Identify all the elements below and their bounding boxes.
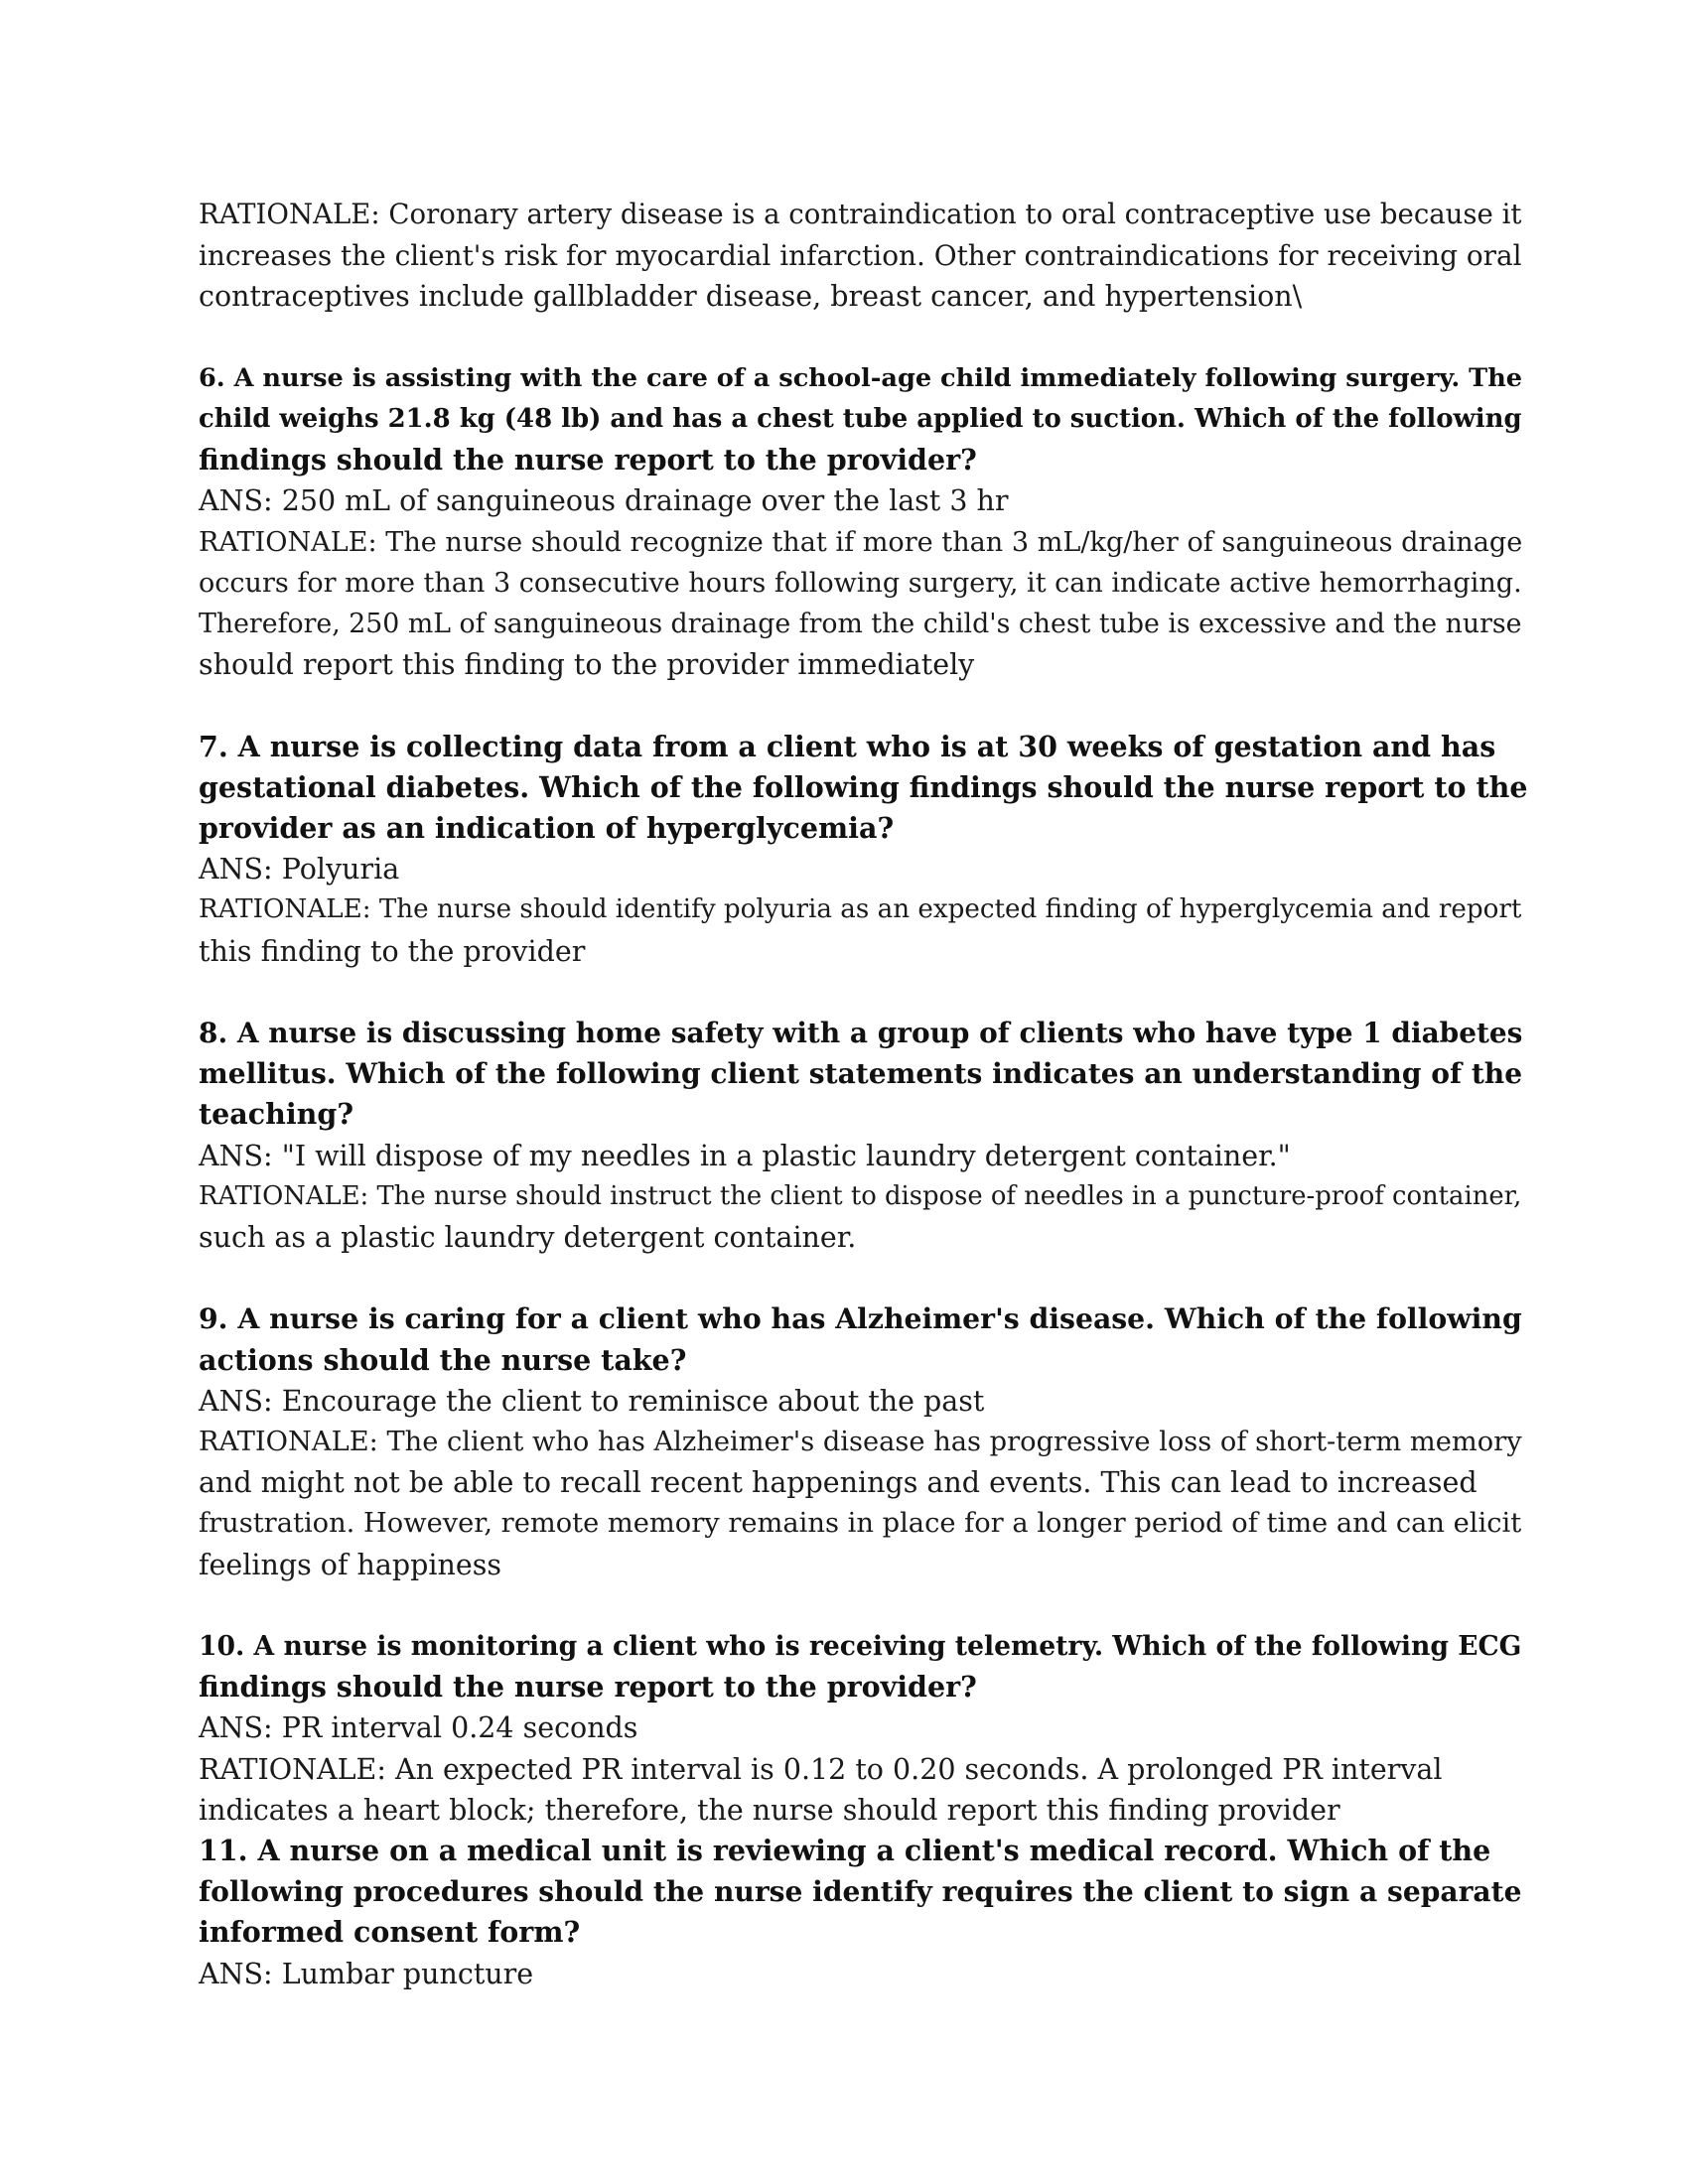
- rationale-line: increases the client's risk for myocardial infarction. Other contraindications for receiving oral: [199, 239, 1522, 273]
- rationale-line: and might not be able to recall recent happenings and events. This can lead to increased: [199, 1466, 1477, 1500]
- spacer: [199, 972, 1529, 1013]
- rationale-line: RATIONALE: The nurse should identify polyuria as an expected finding of hyperglycemia and report: [199, 894, 1522, 925]
- answer-line: ANS: PR interval 0.24 seconds: [199, 1711, 638, 1745]
- spacer: [199, 1585, 1529, 1626]
- rationale-line: RATIONALE: The client who has Alzheimer's disease has progressive loss of short-term memory: [199, 1427, 1522, 1458]
- question-line: informed consent form?: [199, 1915, 581, 1950]
- rationale-line: feelings of happiness: [199, 1548, 501, 1581]
- rationale-line: RATIONALE: The nurse should recognize that if more than 3 mL/kg/her of sanguineous drainage: [199, 526, 1523, 558]
- question-line: 11. A nurse on a medical unit is reviewing a client's medical record. Which of the: [199, 1834, 1491, 1868]
- rationale-line: such as a plastic laundry detergent container.: [199, 1221, 857, 1255]
- question-8: [199, 1013, 1529, 1258]
- question-line: provider as an indication of hyperglycemia?: [199, 811, 895, 846]
- answer-line: ANS: "I will dispose of my needles in a plastic laundry detergent container.": [199, 1139, 1291, 1172]
- question-line: mellitus. Which of the following client statements indicates an understanding of the: [199, 1057, 1523, 1091]
- question-line: 8. A nurse is discussing home safety with a group of clients who have type 1 diabetes: [199, 1017, 1523, 1050]
- question-10: [199, 1626, 1529, 1831]
- question-7: [199, 727, 1529, 972]
- question-line: 6. A nurse is assisting with the care of a school-age child immediately following surgery. The: [199, 362, 1523, 393]
- answer-line: ANS: Polyuria: [199, 853, 400, 887]
- question-9: [199, 1298, 1529, 1584]
- rationale-line: occurs for more than 3 consecutive hours following surgery, it can indicate active hemorrhaging.: [199, 567, 1522, 599]
- rationale-line: indicates a heart block; therefore, the nurse should report this finding provider: [199, 1793, 1340, 1827]
- question-line: actions should the nurse take?: [199, 1342, 687, 1377]
- question-line: findings should the nurse report to the provider?: [199, 1670, 977, 1705]
- question-line: child weighs 21.8 kg (48 lb) and has a chest tube applied to suction. Which of the following: [199, 404, 1522, 434]
- rationale-line: RATIONALE: Coronary artery disease is a contraindication to oral contraceptive use because it: [199, 199, 1522, 230]
- answer-line: ANS: Encourage the client to reminisce about the past: [199, 1384, 985, 1418]
- spacer: [199, 1258, 1529, 1298]
- answer-line: ANS: 250 mL of sanguineous drainage over the last 3 hr: [199, 484, 1009, 518]
- rationale-line: this finding to the provider: [199, 934, 586, 968]
- answer-line: ANS: Lumbar puncture: [199, 1957, 534, 1990]
- rationale-line: Therefore, 250 mL of sanguineous drainage from the child's chest tube is excessive and the nurse: [199, 609, 1522, 640]
- continued-rationale: [199, 195, 1529, 318]
- spacer: [199, 318, 1529, 358]
- question-line: findings should the nurse report to the provider?: [199, 443, 977, 478]
- question-6: [199, 358, 1529, 686]
- question-line: gestational diabetes. Which of the following findings should the nurse report to the: [199, 769, 1528, 804]
- spacer: [199, 685, 1529, 726]
- question-11: [199, 1831, 1529, 1994]
- rationale-line: RATIONALE: An expected PR interval is 0.12 to 0.20 seconds. A prolonged PR interval: [199, 1752, 1443, 1786]
- document-page: [199, 195, 1529, 1994]
- question-line: 9. A nurse is caring for a client who has Alzheimer's disease. Which of the following: [199, 1301, 1522, 1336]
- question-line: teaching?: [199, 1097, 354, 1132]
- rationale-line: frustration. However, remote memory remains in place for a longer period of time and can elicit: [199, 1508, 1522, 1540]
- question-line: 10. A nurse is monitoring a client who is receiving telemetry. Which of the following ECG: [199, 1631, 1522, 1663]
- question-line: 7. A nurse is collecting data from a client who is at 30 weeks of gestation and has: [199, 729, 1496, 763]
- question-line: following procedures should the nurse identify requires the client to sign a separate: [199, 1875, 1522, 1909]
- rationale-line: RATIONALE: The nurse should instruct the client to dispose of needles in a puncture-proof container,: [199, 1180, 1522, 1211]
- rationale-line: contraceptives include gallbladder disease, breast cancer, and hypertension\: [199, 280, 1303, 314]
- rationale-line: should report this finding to the provider immediately: [199, 648, 975, 682]
